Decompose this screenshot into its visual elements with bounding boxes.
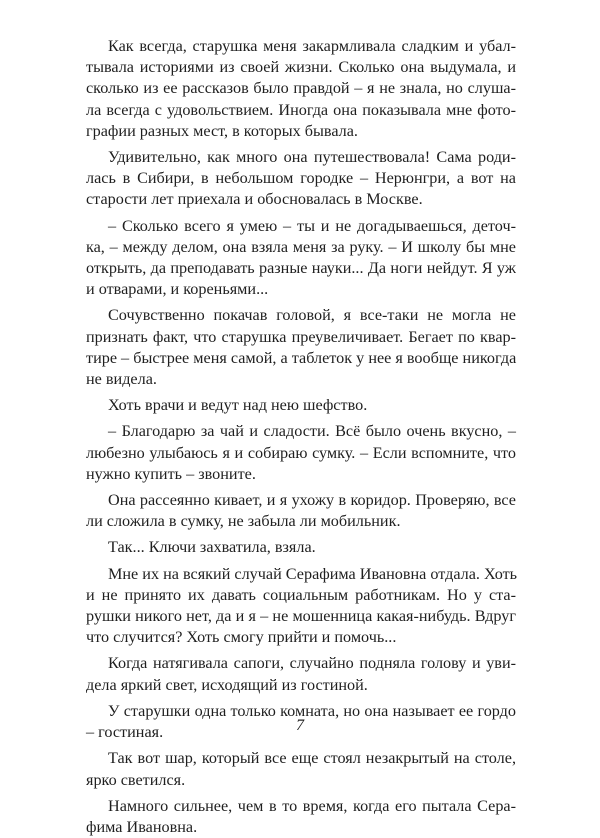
paragraph <box>86 305 516 390</box>
text-line: Намного сильнее, чем в то время, когда его пытала Сера- <box>108 796 516 815</box>
paragraph <box>86 537 516 558</box>
text-line: Так... Ключи захватила, взяла. <box>108 538 316 557</box>
text-line: – Сколько всего я умею – ты и не догадываешься, деточ- <box>108 216 516 235</box>
text-line: открыть, да преподавать разные науки... Да ноги нейдут. Я уж <box>86 259 516 278</box>
text-line: любезно улыбаюсь я и собираю сумку. – Если вспомните, что <box>86 443 516 462</box>
text-line: ла всегда с удовольствием. Иногда она показывала мне фото- <box>86 100 516 119</box>
text-line: – гостиная. <box>86 723 164 742</box>
text-line: сколько из ее рассказов было правдой – я не знала, но слуша- <box>86 79 516 98</box>
text-line: не видела. <box>86 370 157 389</box>
text-line: Так вот шар, который все еще стоял незакрытый на столе, <box>108 749 516 768</box>
text-line: ка, – между делом, она взяла меня за руку. – И школу бы мне <box>86 237 516 256</box>
text-line: Мне их на всякий случай Серафима Ивановна отдала. Хоть <box>108 564 518 583</box>
paragraph <box>86 395 516 416</box>
text-line: У старушки одна только комната, но она называет ее гордо <box>108 701 516 720</box>
paragraph <box>86 36 516 142</box>
text-line: что случится? Хоть смогу прийти и помочь... <box>86 628 397 647</box>
text-line: тывала историями из своей жизни. Сколько она выдумала, и <box>86 58 516 77</box>
text-line: ярко светился. <box>86 770 186 789</box>
paragraph <box>86 653 516 695</box>
paragraph <box>86 147 516 211</box>
text-line: Когда натягивала сапоги, случайно подняла голову и уви- <box>108 654 516 673</box>
paragraph <box>86 748 516 790</box>
text-line: графии разных мест, в которых бывала. <box>86 121 358 140</box>
paragraph <box>86 564 516 649</box>
text-line: Сочувственно покачав головой, я все-таки не могла не <box>108 306 516 325</box>
text-line: ли сложила в сумку, не забыла ли мобильник. <box>86 512 401 531</box>
text-line: и не принято их давать социальным работникам. Но у ста- <box>86 585 516 604</box>
text-line: и отварами, и кореньями... <box>86 280 269 299</box>
page-number: 7 <box>296 717 304 734</box>
text-line: дела яркий свет, исходящий из гостиной. <box>86 675 368 694</box>
text-line: фима Ивановна. <box>86 817 198 836</box>
text-line: Как всегда, старушка меня закармливала сладким и убал- <box>108 37 516 55</box>
text-line: старости лет приехала и обосновалась в Москве. <box>86 190 423 209</box>
paragraph <box>86 490 516 532</box>
text-line: – Благодарю за чай и сладости. Всё было очень вкусно, – <box>108 422 516 441</box>
text-line: Хоть врачи и ведут над нею шефство. <box>108 396 368 415</box>
text-line: рушки никого нет, да и я – не мошенница какая-нибудь. Вдруг <box>86 607 516 626</box>
text-line: признать факт, что старушка преувеличивает. Бегает по квар- <box>86 327 516 346</box>
text-line: Она рассеянно кивает, и я ухожу в коридор. Проверяю, все <box>108 491 516 510</box>
text-line: нужно купить – звоните. <box>86 464 256 483</box>
paragraph <box>86 216 516 301</box>
text-line: Удивительно, как много она путешествовала! Сама роди- <box>108 148 516 167</box>
paragraph <box>86 796 516 838</box>
text-line: тире – быстрее меня самой, а таблеток у нее я вообще никогда <box>86 348 517 367</box>
paragraph <box>86 421 516 485</box>
text-line: лась в Сибири, в небольшом городке – Нерюнгри, а вот на <box>86 169 516 188</box>
